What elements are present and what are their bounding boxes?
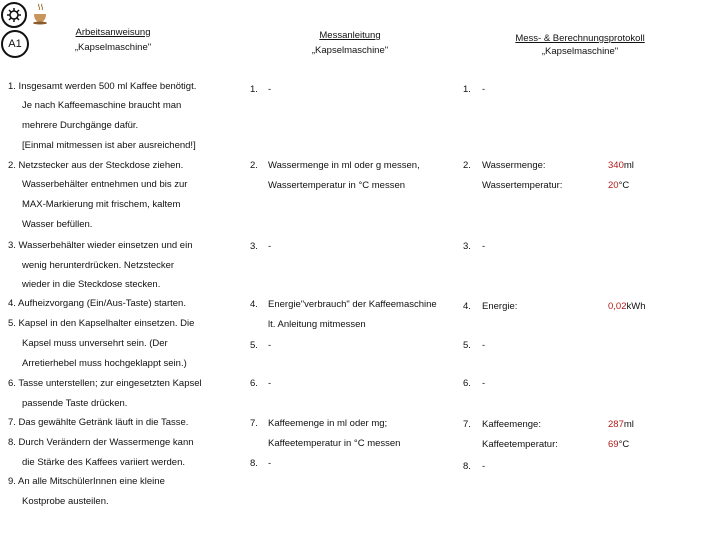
step-number: 6. (463, 378, 471, 389)
measurement-value: 69 (608, 439, 619, 450)
instruction-line: 8. Durch Verändern der Wassermenge kann (8, 437, 194, 448)
measurement-value: 340 (608, 160, 624, 171)
measurement-value-group (608, 439, 629, 451)
measurement-unit: ml (623, 160, 634, 171)
measurement-label: Wassertemperatur: (482, 180, 563, 191)
instruction-line: wenig herunterdrücken. Netzstecker (22, 260, 175, 271)
measure-instruction: Kaffeetemperatur in °C messen (268, 438, 401, 449)
instruction-line: [Einmal mitmessen ist aber ausreichend!] (22, 140, 196, 151)
measure-instruction: Wassertemperatur in °C messen (268, 180, 406, 191)
instruction-line: Kostprobe austeilen. (22, 496, 109, 507)
step-number: 5. (250, 340, 258, 351)
right-column-title: Mess- & Berechnungsprotokoll (515, 33, 645, 44)
gear-icon (1, 2, 27, 28)
instruction-line: mehrere Durchgänge dafür. (22, 120, 139, 131)
badge-a1: A1 (1, 30, 29, 58)
middle-column-title: Messanleitung (319, 30, 381, 41)
measure-instruction: Wassermenge in ml oder g messen, (268, 160, 420, 171)
measure-instruction: - (268, 378, 272, 389)
measurement-unit: kWh (626, 301, 646, 312)
measurement-label: - (482, 340, 486, 351)
instruction-line: 6. Tasse unterstellen; zur eingesetzten Kapsel (8, 378, 202, 389)
measure-instruction: Kaffeemenge in ml oder mg; (268, 418, 388, 429)
measurement-value-group (608, 180, 629, 192)
measurement-label: - (482, 461, 486, 472)
step-number: 6. (250, 378, 258, 389)
instruction-line: 4. Aufheizvorgang (Ein/Aus-Taste) starten. (8, 298, 186, 309)
step-number: 8. (250, 458, 258, 469)
measurement-value-group (608, 160, 634, 172)
left-column-subtitle: „Kapselmaschine" (74, 42, 152, 53)
step-number: 1. (463, 84, 471, 95)
instruction-line: MAX-Markierung mit frischem, kaltem (22, 199, 181, 210)
measurement-label: Kaffeemenge: (482, 419, 541, 430)
step-number: 4. (463, 301, 471, 312)
measurement-value: 287 (608, 419, 624, 430)
right-column-subtitle: „Kapselmaschine" (541, 46, 619, 57)
instruction-line: 7. Das gewählte Getränk läuft in die Tasse. (8, 417, 189, 428)
measurement-label: Kaffeetemperatur: (482, 439, 558, 450)
step-number: 2. (463, 160, 471, 171)
instruction-line: Wasser befüllen. (22, 219, 93, 230)
instruction-line: Je nach Kaffeemaschine braucht man (22, 100, 182, 111)
instruction-line: Kapsel muss unversehrt sein. (Der (22, 338, 168, 349)
measurement-label: - (482, 241, 486, 252)
instruction-line: 3. Wasserbehälter wieder einsetzen und ein (8, 240, 193, 251)
coffee-cup-icon (32, 2, 50, 26)
step-number: 3. (250, 241, 258, 252)
measure-instruction: lt. Anleitung mitmessen (268, 319, 366, 330)
step-number: 2. (250, 160, 258, 171)
step-number: 1. (250, 84, 258, 95)
instruction-line: 1. Insgesamt werden 500 ml Kaffee benötigt. (8, 81, 197, 92)
instruction-line: 9. An alle MitschülerInnen eine kleine (8, 476, 165, 487)
step-number: 3. (463, 241, 471, 252)
instruction-line: Wasserbehälter entnehmen und bis zur (22, 179, 188, 190)
measure-instruction: Energie"verbrauch" der Kaffeemaschine (268, 299, 437, 310)
measure-instruction: - (268, 241, 272, 252)
instruction-line: 2. Netzstecker aus der Steckdose ziehen. (8, 160, 184, 171)
instruction-line: Arretierhebel muss hochgeklappt sein.) (22, 358, 187, 369)
instruction-line: 5. Kapsel in den Kapselhalter einsetzen. Die (8, 318, 195, 329)
measurement-value: 0,02 (608, 301, 627, 312)
measurement-label: Wassermenge: (482, 160, 546, 171)
measurement-value-group (608, 301, 646, 313)
measurement-label: Energie: (482, 301, 518, 312)
measure-instruction: - (268, 84, 272, 95)
measurement-unit: ml (623, 419, 634, 430)
measurement-value-group (608, 419, 634, 431)
step-number: 8. (463, 461, 471, 472)
instruction-line: die Stärke des Kaffees variiert werden. (22, 457, 185, 468)
measure-instruction: - (268, 340, 272, 351)
middle-column-subtitle: „Kapselmaschine" (311, 45, 389, 56)
left-column-title: Arbeitsanweisung (75, 27, 151, 38)
measurement-unit: °C (618, 439, 630, 450)
step-number: 4. (250, 299, 258, 310)
instruction-line: wieder in die Steckdose stecken. (22, 279, 161, 290)
step-number: 5. (463, 340, 471, 351)
instruction-line: passende Taste drücken. (22, 398, 128, 409)
measurement-unit: °C (618, 180, 630, 191)
measure-instruction: - (268, 458, 272, 469)
measurement-value: 20 (608, 180, 619, 191)
step-number: 7. (250, 418, 258, 429)
measurement-label: - (482, 378, 486, 389)
step-number: 7. (463, 419, 471, 430)
measurement-label: - (482, 84, 486, 95)
